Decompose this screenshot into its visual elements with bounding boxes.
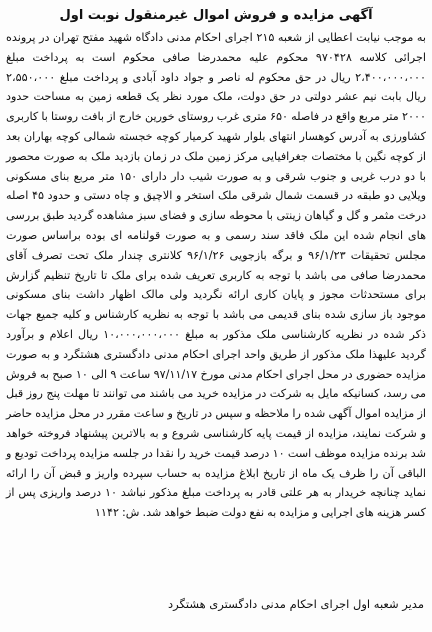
notice-signature: مدیر شعبه اول اجرای احکام مدنی دادگستری هشتگرد	[168, 597, 424, 611]
notice-body: به موجب نیابت اعطایی از شعبه ۲۱۵ اجرای احکام مدنی دادگاه شهید مفتح تهران در پرونده اجرائی کلاسه ۹۷۰۴۲۸ محکوم علیه محمدرضا صافی محکوم است به پرداخت مبلغ ۲،۴۰۰،۰۰۰،۰۰۰ ریال در حق محکوم له ناصر و جواد داود آبادی و پرداخت مبلغ ۲،۵۵۰،۰۰۰ ریال بابت نیم عشر دولتی در حق دولت، ملک مورد نظر یک قطعه زمین به مساحت حدود ۲۰۰۰ متر مربع واقع در فاصله ۶۵۰ متری غرب روستای خورین خارج از بافت روستا با کاربری کشاورزی به آدرس کوهسار انتهای بلوار شهید کرمیار کوچه خجسته شمالی کوچه بهاران بعد از کوچه نگین با مختصات جغرافیایی مرکز زمین ملک در زمان بازدید ملک به صورت محصور با دو درب غربی و جنوب شرقی و به صورت شیب دار دارای ۱۵۰ متر مربع بنای مسکونی ویلایی دو طبقه در قسمت شمال شرقی ملک استخر و الاچیق و چاه دستی و حدود ۴۵ اصله درخت مثمر و گل و گیاهان زینتی با محوطه سازی و فضای سبز مشاهده گردید طبق بررسی های انجام شده این ملک فاقد سند رسمی و به صورت قولنامه ای بوده براساس صورت مجلس تحقیقات ۹۶/۱/۲۳ و برگه بازجویی ۹۶/۱/۲۶ کلانتری چندار ملک تحت تصرف آقای محمدرضا صافی می باشد با توجه به کاربری تعریف شده برای ملک تا تاریخ تنظیم گزارش برای مستحدثات مجوز و پایان کاری ارائه نگردید ولی مالک اظهار داشت بنای مسکونی موجود باز سازی شده بنای قدیمی می باشد با توجه به نظریه کارشناس و کلیه جمیع جهات ذکر شده در نظریه کارشناسی ملک مذکور به مبلغ ۱۰،۰۰۰،۰۰۰،۰۰۰ ریال اعلام و برآورد گردید علیهذا ملک مذکور از طریق واحد اجرای احکام مدنی دادگستری هشتگرد و به صورت مزایده حضوری در محل اجرای احکام مدنی مورخ ۹۷/۱۱/۱۷ ساعت ۹ الی ۱۰ صبح به فروش می رسد، کسانیکه مایل به شرکت در مزایده خرید می باشند می توانند تا مهلت پنج روز قبل از مزایده اموال آگهی شده را ملاحظه و سپس در تاریخ و ساعت مقرر در محل مزایده حاضر و شرکت نمایند، مزایده از قیمت پایه کارشناسی شروع و به بالاترین پیشنهاد فروخته خواهد شد برنده مزایده موظف است ۱۰ درصد قیمت خرید را نقدا در جلسه مزایده پرداخت تودیع و الباقی آن را ظرف یک ماه از تاریخ ابلاغ مزایده به حساب سپرده واریز و قبض آن را ارائه نماید چنانچه خریدار به هر علتی قادر به پرداخت مبلغ مذکور نباشد ۱۰ درصد واریزی پس از کسر هزینه های اجرایی و مزایده به نفع دولت ضبط خواهد شد. ش: ۱۱۴۲	[6, 31, 427, 520]
notice-title: آگهی مزایده و فروش اموال غیرمنقول نوبت اول	[59, 8, 373, 23]
